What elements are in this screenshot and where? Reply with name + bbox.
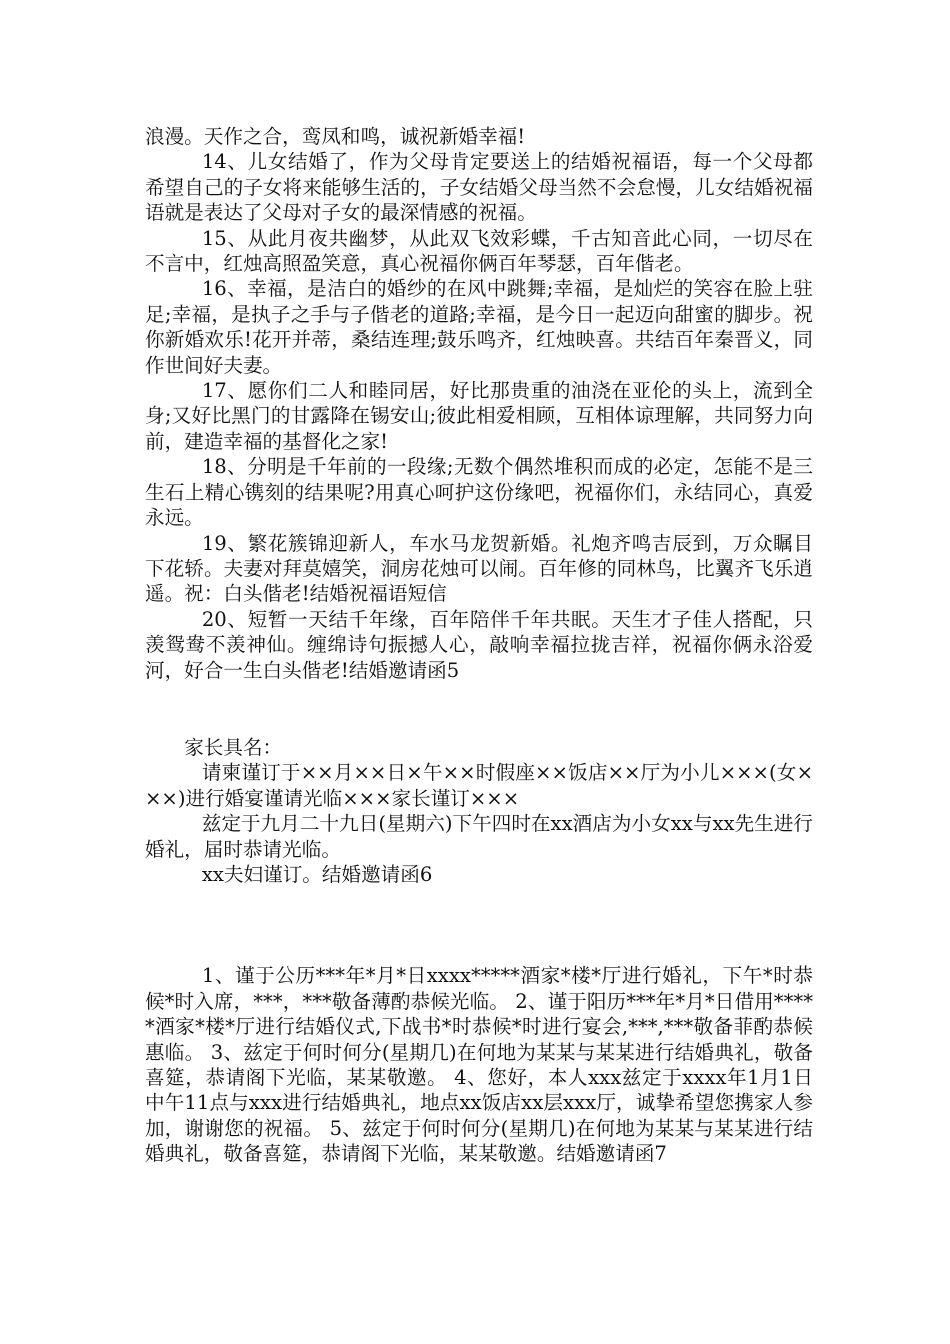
paragraph-18: 18、分明是千年前的一段缘;无数个偶然堆积而成的必定，怎能不是三生石上精心镌刻的结果呢?用真心呵护这份缘吧，祝福你们，永结同心，真爱永远。 (145, 455, 813, 530)
invitation-salutation: 家长具名： (184, 735, 283, 759)
paragraph-19: 19、繁花簇锦迎新人，车水马龙贺新婚。礼炮齐鸣吉辰到，万众瞩目下花轿。夫妻对拜莫嬉笑，洞房花烛可以闹。百年修的同林鸟，比翼齐飞乐逍遥。祝：白头偕老!结婚祝福语短信 (145, 531, 813, 606)
paragraph-17: 17、愿你们二人和睦同居，好比那贵重的油浇在亚伦的头上，流到全身;又好比黑门的甘露降在锡安山;彼此相爱相顾，互相体谅理解，共同努力向前，建造幸福的基督化之家! (145, 379, 813, 453)
paragraph-16: 16、幸福，是洁白的婚纱的在风中跳舞;幸福，是灿烂的笑容在脸上驻足;幸福，是执子之手与子偕老的道路;幸福，是今日一起迈向甜蜜的脚步。祝你新婚欢乐!花开并蒂，桑结连理;鼓乐鸣齐，红烛映喜。共结百年秦晋义，同作世间好夫妻。 (145, 277, 813, 377)
document-page (145, 124, 813, 1167)
paragraph-14: 14、儿女结婚了，作为父母肯定要送上的结婚祝福语，每一个父母都希望自己的子女将来能够生活的，子女结婚父母当然不会怠慢，儿女结婚祝福语就是表达了父母对子女的最深情感的祝福。 (145, 150, 813, 225)
paragraph-15: 15、从此月夜共幽梦，从此双飞效彩蝶，千古知音此心同，一切尽在不言中，红烛高照盈笑意，真心祝福你俩百年琴瑟，百年偕老。 (145, 226, 813, 276)
invitation-text-2: 兹定于九月二十九日(星期六)下午四时在xx酒店为小女xx与xx先生进行婚礼，届时恭请光临。 (145, 812, 813, 861)
section-spacer (145, 887, 813, 963)
invitation-text-1: 请柬谨订于××月××日×午××时假座××饭店××厅为小儿×××(女×××)进行婚宴谨请光临×××家长谨订××× (145, 761, 813, 810)
paragraph-continuation: 浪漫。天作之合，鸾凤和鸣，诚祝新婚幸福! (145, 125, 526, 148)
invitation-examples: 1、谨于公历***年*月*日xxxx*****酒家*楼*厅进行婚礼，下午*时恭候*时入席，***，***敬备薄酌恭候光临。 2、谨于阳历***年*月*日借用*****酒家*楼*厅进行结婚仪式,下战书*时恭候*时进行宴会,***,***敬备菲酌恭候惠临。 3、兹定于何时何分(星期几)在何地为某某与某某进行结婚典礼，敬备喜筵，恭请阁下光临，某某敬邀。 4、您好，本人xxx兹定于xxxx年1月1日中午11点与xxx进行结婚典礼，地点xx饭店xx层xxx厅，诚挚希望您携家人参加，谢谢您的祝福。 5、兹定于何时何分(星期几)在何地为某某与某某进行结婚典礼，敬备喜筵，恭请阁下光临，某某敬邀。结婚邀请函7 (145, 964, 813, 1166)
invitation-signature: xx夫妇谨订。结婚邀请函6 (201, 862, 433, 886)
section-spacer (145, 683, 813, 735)
paragraph-20: 20、短暂一天结千年缘，百年陪伴千年共眠。天生才子佳人搭配，只羡鸳鸯不羡神仙。缠绵诗句振撼人心，敲响幸福拉拢吉祥，祝福你俩永浴爱河，好合一生白头偕老!结婚邀请函5 (145, 607, 813, 682)
